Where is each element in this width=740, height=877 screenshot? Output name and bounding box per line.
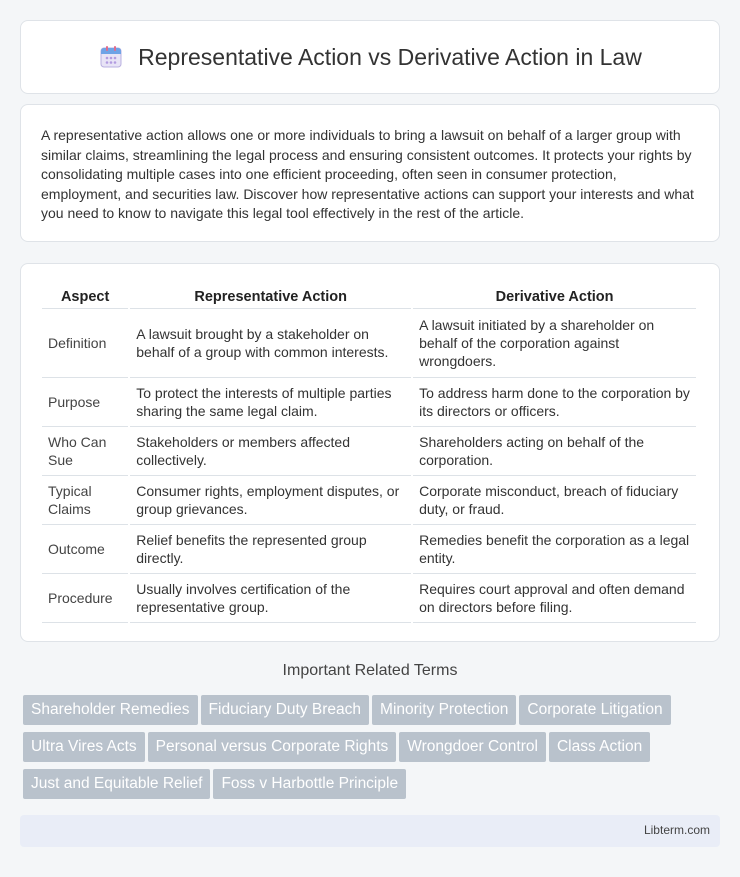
header-derivative: Derivative Action [413,285,696,309]
table-header-row [42,285,696,309]
table-row [42,525,696,574]
table-row [42,309,696,378]
related-term-tag[interactable]: Foss v Harbottle Principle [213,769,406,799]
related-term-tag[interactable]: Fiduciary Duty Breach [201,695,369,725]
row-aspect: Who Can Sue [42,427,128,476]
related-term-tag[interactable]: Corporate Litigation [519,695,670,725]
footer [20,815,720,847]
page-title: Representative Action vs Derivative Action in Law [138,43,642,70]
comparison-table [40,285,698,623]
table-row [42,574,696,623]
header-representative: Representative Action [130,285,411,309]
row-aspect: Outcome [42,525,128,574]
row-representative: Consumer rights, employment disputes, or group grievances. [130,476,411,525]
row-representative: A lawsuit brought by a stakeholder on behalf of a group with common interests. [130,309,411,378]
related-term-tag[interactable]: Minority Protection [372,695,516,725]
related-term-tag[interactable]: Shareholder Remedies [23,695,198,725]
row-aspect: Definition [42,309,128,378]
row-derivative: A lawsuit initiated by a shareholder on behalf of the corporation against wrongdoers. [413,309,696,378]
table-row [42,378,696,427]
intro-card [20,104,720,242]
table-row [42,427,696,476]
row-derivative: Shareholders acting on behalf of the corporation. [413,427,696,476]
related-term-tag[interactable]: Wrongdoer Control [399,732,546,762]
header-aspect: Aspect [42,285,128,309]
related-terms-list [23,695,723,806]
row-representative: Relief benefits the represented group directly. [130,525,411,574]
row-derivative: To address harm done to the corporation by its directors or officers. [413,378,696,427]
row-representative: To protect the interests of multiple parties sharing the same legal claim. [130,378,411,427]
row-aspect: Procedure [42,574,128,623]
footer-site-link[interactable]: Libterm.com [643,823,710,837]
row-aspect: Typical Claims [42,476,128,525]
title-card [20,20,720,94]
row-derivative: Requires court approval and often demand on directors before filing. [413,574,696,623]
related-term-tag[interactable]: Ultra Vires Acts [23,732,145,762]
related-term-tag[interactable]: Class Action [549,732,650,762]
comparison-table-card [20,263,720,642]
calendar-icon [98,44,124,70]
row-derivative: Remedies benefit the corporation as a legal entity. [413,525,696,574]
row-derivative: Corporate misconduct, breach of fiduciary duty, or fraud. [413,476,696,525]
row-representative: Stakeholders or members affected collectively. [130,427,411,476]
row-aspect: Purpose [42,378,128,427]
related-terms-title: Important Related Terms [282,662,458,679]
table-row [42,476,696,525]
related-term-tag[interactable]: Personal versus Corporate Rights [148,732,397,762]
row-representative: Usually involves certification of the representative group. [130,574,411,623]
intro-text: A representative action allows one or more individuals to bring a lawsuit on behalf of a larger group with similar claims, streamlining the legal process and ensuring consistent outcomes. It protects your rights by consolidating multiple cases into one efficient proceeding, often seen in consumer protection, employment, and securities law. Discover how representative actions can support your interests and what you need to know to navigate this legal tool effectively in the rest of the article. [41,127,694,222]
related-term-tag[interactable]: Just and Equitable Relief [23,769,210,799]
